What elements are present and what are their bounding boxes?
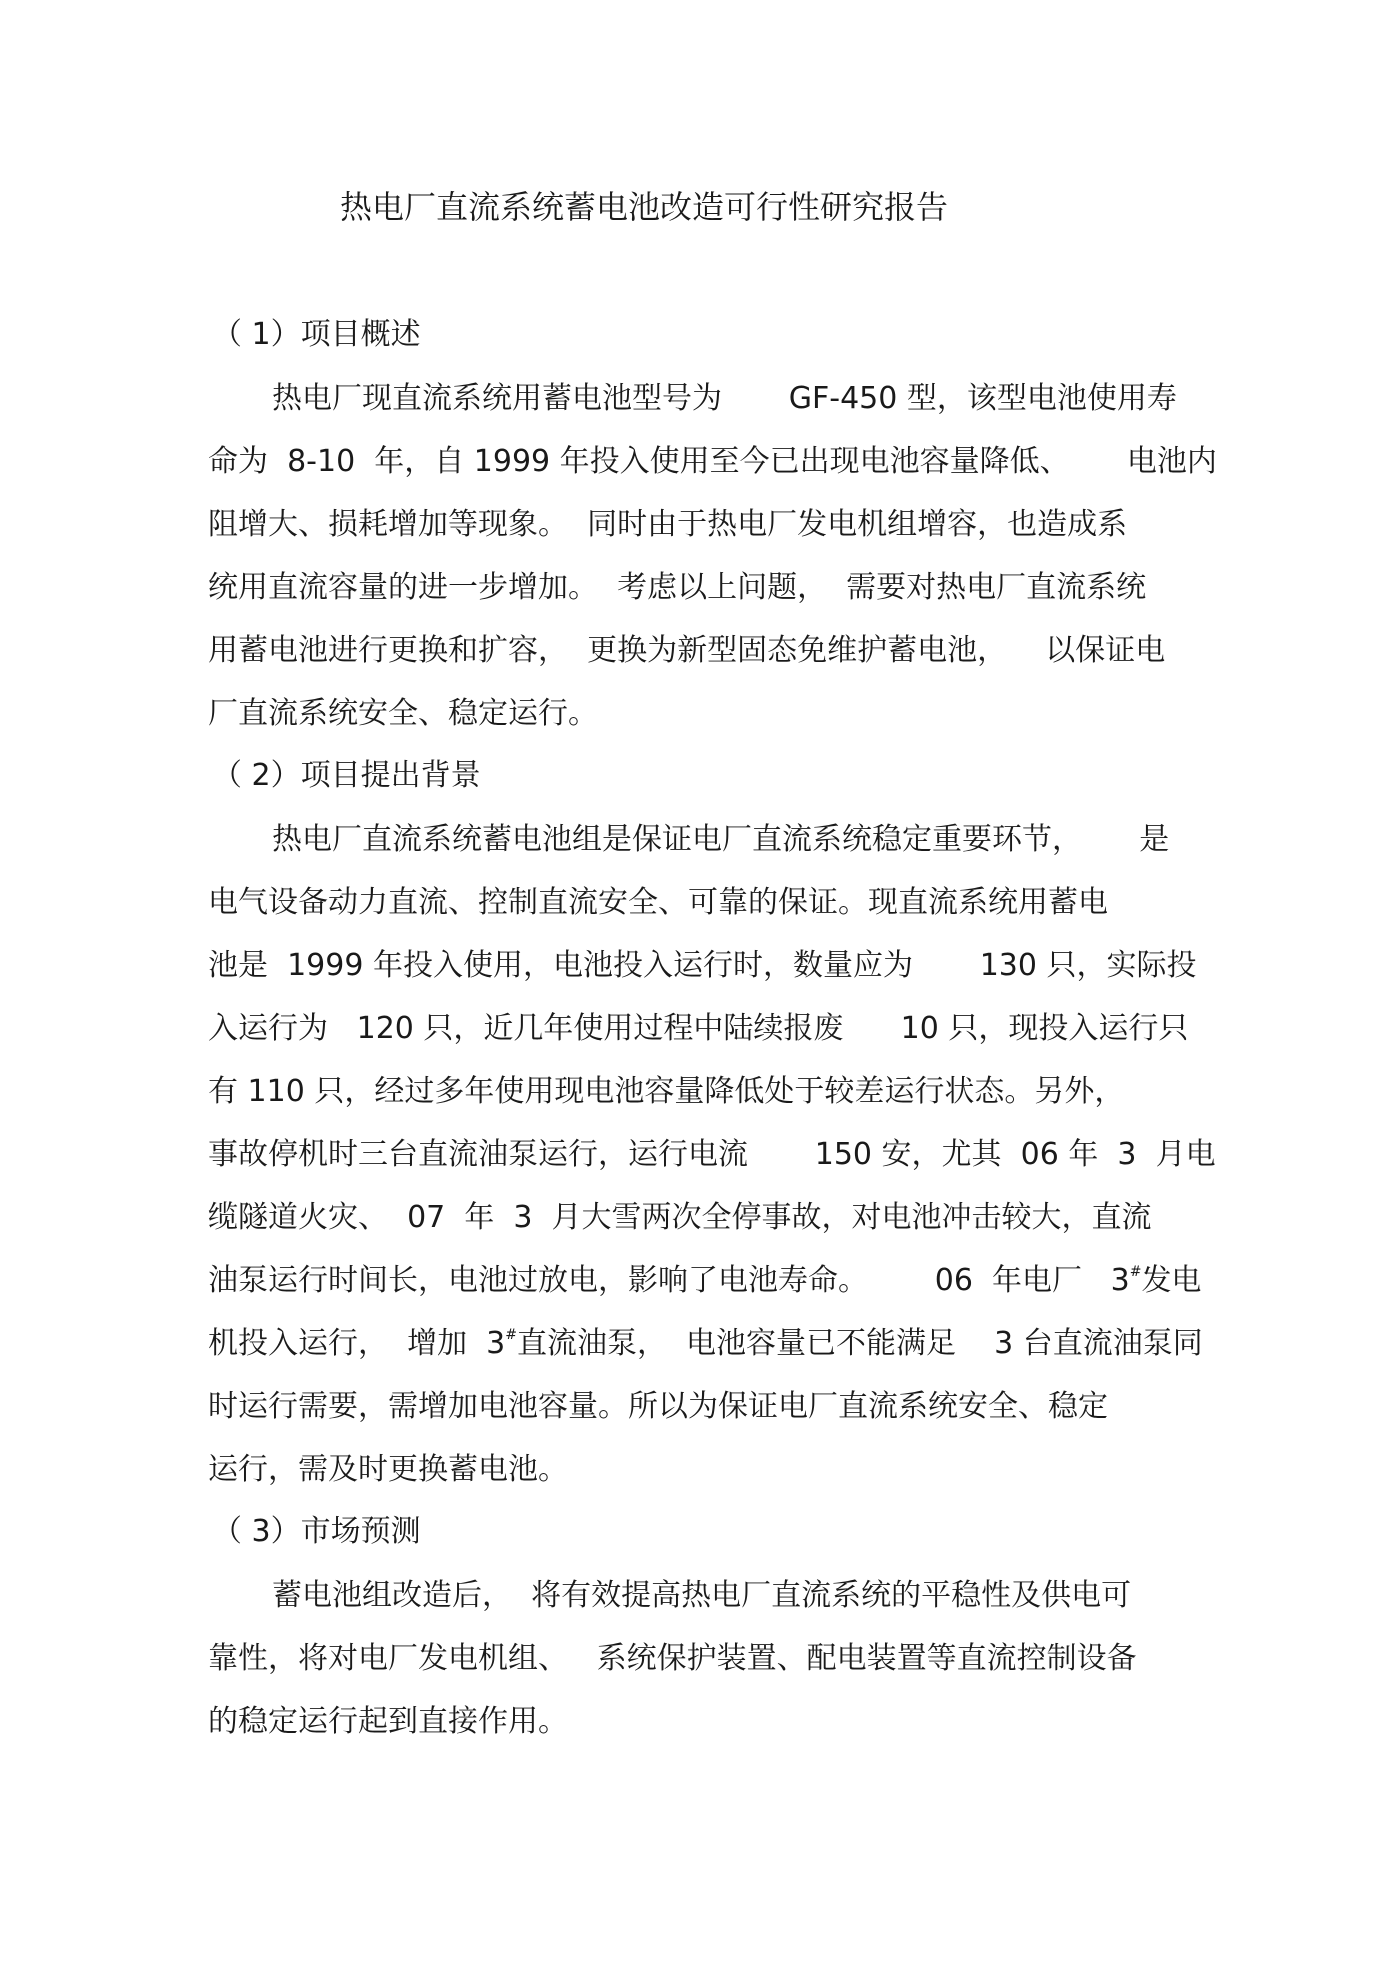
superscript-mark: #	[505, 1327, 517, 1343]
paragraph-line: 统用直流容量的进一步增加。 考虑以上问题， 需要对热电厂直流系统	[208, 570, 1147, 605]
paragraph-line	[208, 1259, 1201, 1303]
section-heading-market-forecast: （ 3）市场预测	[212, 1514, 421, 1549]
paragraph-line: 用蓄电池进行更换和扩容， 更换为新型固态免维护蓄电池， 以保证电	[208, 633, 1166, 668]
paragraph-line: 运行，需及时更换蓄电池。	[208, 1452, 568, 1487]
line-text: 直流油泵， 电池容量已不能满足 3 台直流油泵同	[516, 1326, 1203, 1361]
paragraph-line: 厂直流系统安全、稳定运行。	[208, 696, 598, 731]
paragraph-line: 缆隧道火灾、 07 年 3 月大雪两次全停事故，对电池冲击较大，直流	[208, 1200, 1152, 1235]
paragraph-line: 有 110 只，经过多年使用现电池容量降低处于较差运行状态。另外，	[208, 1074, 1125, 1109]
paragraph-line: 蓄电池组改造后， 将有效提高热电厂直流系统的平稳性及供电可	[272, 1578, 1132, 1613]
document-title: 热电厂直流系统蓄电池改造可行性研究报告	[340, 188, 949, 226]
paragraph-line: 热电厂现直流系统用蓄电池型号为 GF-450 型，该型电池使用寿	[272, 381, 1177, 416]
paragraph-line: 热电厂直流系统蓄电池组是保证电厂直流系统稳定重要环节， 是	[272, 822, 1170, 857]
paragraph-line: 时运行需要，需增加电池容量。所以为保证电厂直流系统安全、稳定	[208, 1389, 1108, 1424]
paragraph-line: 事故停机时三台直流油泵运行，运行电流 150 安，尤其 06 年 3 月电	[208, 1137, 1216, 1172]
superscript-mark: #	[1129, 1264, 1142, 1280]
paragraph-line: 池是 1999 年投入使用，电池投入运行时，数量应为 130 只，实际投	[208, 948, 1197, 983]
paragraph-line: 命为 8-10 年，自 1999 年投入使用至今已出现电池容量降低、 电池内	[208, 444, 1217, 479]
section-heading-overview: （ 1）项目概述	[212, 317, 421, 352]
paragraph-line: 靠性，将对电厂发电机组、 系统保护装置、配电装置等直流控制设备	[208, 1641, 1137, 1676]
paragraph-line: 阻增大、损耗增加等现象。 同时由于热电厂发电机组增容，也造成系	[208, 507, 1128, 542]
paragraph-line: 的稳定运行起到直接作用。	[208, 1704, 568, 1739]
line-text: 油泵运行时间长，电池过放电，影响了电池寿命。 06 年电厂 3	[208, 1263, 1130, 1298]
line-text: 机投入运行， 增加 3	[208, 1326, 506, 1361]
paragraph-line: 入运行为 120 只，近几年使用过程中陆续报废 10 只，现投入运行只	[208, 1011, 1189, 1046]
line-text: 发电	[1141, 1263, 1202, 1298]
paragraph-line	[208, 1322, 1203, 1366]
paragraph-line: 电气设备动力直流、控制直流安全、可靠的保证。现直流系统用蓄电	[208, 885, 1108, 920]
section-heading-background: （ 2）项目提出背景	[212, 758, 481, 793]
